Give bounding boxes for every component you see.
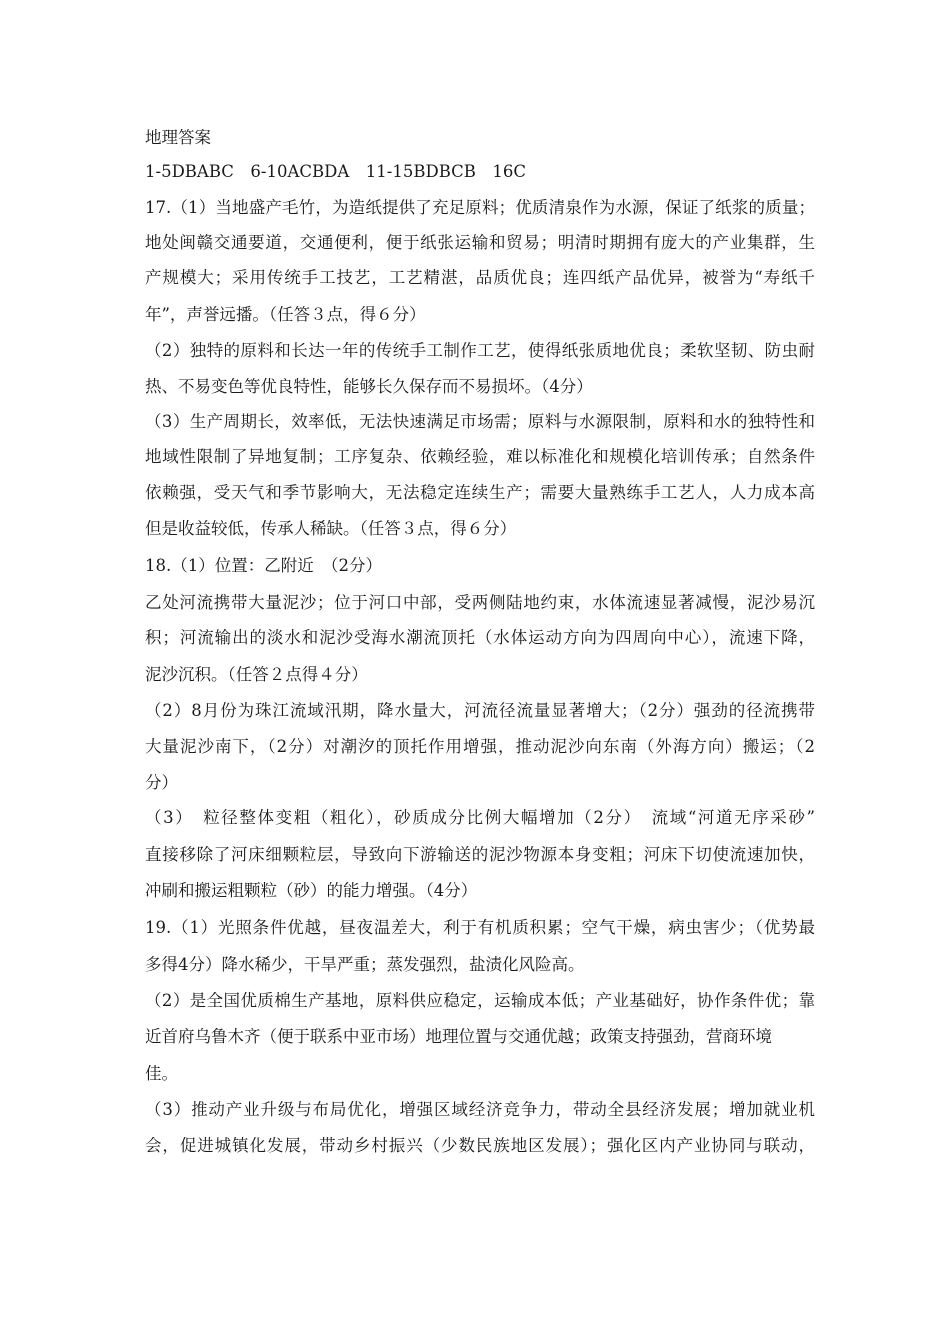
q18-1-position: 18.（1）位置：乙附近 （2分） <box>145 556 382 575</box>
q19-2-line-1: （2）是全国优质棉生产基地，原料供应稳定，运输成本低；产业基础好，协作条件优；靠 <box>145 991 815 1010</box>
q18-3-line-3: 冲刷和搬运粗颗粒（砂）的能力增强。（4分） <box>145 881 478 900</box>
q17-3-line-3: 依赖强，受天气和季节影响大，无法稳定连续生产；需要大量熟练手工艺人，人力成本高 <box>145 483 815 502</box>
q19-1-line-1: 19.（1）光照条件优越，昼夜温差大，利于有机质积累；空气干燥，病虫害少；（优势最 <box>145 918 815 937</box>
q17-line-3: 产规模大；采用传统手工技艺，工艺精湛，品质优良；连四纸产品优异，被誉为“寿纸千 <box>145 268 815 287</box>
q17-2-line-1: （2）独特的原料和长达一年的传统手工制作工艺，使得纸张质地优良；柔软坚韧、防虫耐 <box>145 341 815 360</box>
doc-title: 地理答案 <box>145 128 211 147</box>
multiple-choice-answers: 1-5DBABC 6-10ACBDA 11-15BDBCB 16C <box>145 162 526 181</box>
q18-3-line-1: （3） 粒径整体变粗（粗化），砂质成分比例大幅增加（2分） 流域“河道无序采砂” <box>145 808 815 827</box>
q17-3-line-2: 地域性限制了异地复制；工序复杂、依赖经验，难以标准化和规模化培训传承；自然条件 <box>145 447 815 466</box>
q18-2-line-2: 大量泥沙南下，（2分）对潮汐的顶托作用增强，推动泥沙向东南（外海方向）搬运；（2 <box>145 737 815 756</box>
q19-3-line-2: 会，促进城镇化发展，带动乡村振兴（少数民族地区发展）；强化区内产业协同与联动， <box>145 1136 815 1155</box>
q17-3-line-1: （3）生产周期长，效率低，无法快速满足市场需；原料与水源限制，原料和水的独特性和 <box>145 412 815 431</box>
q18-1-line-1: 乙处河流携带大量泥沙；位于河口中部，受两侧陆地约束，水体流速显著减慢，泥沙易沉 <box>145 593 815 612</box>
q17-line-2: 地处闽赣交通要道，交通便利，便于纸张运输和贸易；明清时期拥有庞大的产业集群，生 <box>145 233 815 252</box>
q17-line-4: 年”，声誉远播。（任答３点，得６分） <box>145 305 426 324</box>
q18-3-line-2: 直接移除了河床细颗粒层，导致向下游输送的泥沙物源本身变粗；河床下切使流速加快， <box>145 845 815 864</box>
q18-1-line-2: 积；河流输出的淡水和泥沙受海水潮流顶托（水体运动方向为四周向中心），流速下降， <box>145 628 815 647</box>
q19-3-line-1: （3）推动产业升级与布局优化，增强区域经济竞争力，带动全县经济发展；增加就业机 <box>145 1100 815 1119</box>
q18-1-line-3: 泥沙沉积。（任答２点得４分） <box>145 665 368 684</box>
q17-2-line-2: 热、不易变色等优良特性，能够长久保存而不易损坏。（4分） <box>145 377 593 396</box>
q19-2-line-2: 近首府乌鲁木齐（便于联系中亚市场）地理位置与交通优越；政策支持强劲，营商环境 <box>145 1027 772 1046</box>
q17-3-line-4: 但是收益较低，传承人稀缺。（任答３点，得６分） <box>145 519 517 538</box>
q19-2-line-3: 佳。 <box>145 1064 178 1083</box>
q19-1-line-2: 多得4分）降水稀少，干旱严重；蒸发强烈，盐渍化风险高。 <box>145 955 585 974</box>
q18-2-line-1: （2）8月份为珠江流域汛期，降水量大，河流径流量显著增大；（2分）强劲的径流携带 <box>145 701 815 720</box>
q18-2-line-3: 分） <box>145 773 178 792</box>
q17-line-1: 17.（1）当地盛产毛竹，为造纸提供了充足原料；优质清泉作为水源，保证了纸浆的质量； <box>145 198 815 217</box>
